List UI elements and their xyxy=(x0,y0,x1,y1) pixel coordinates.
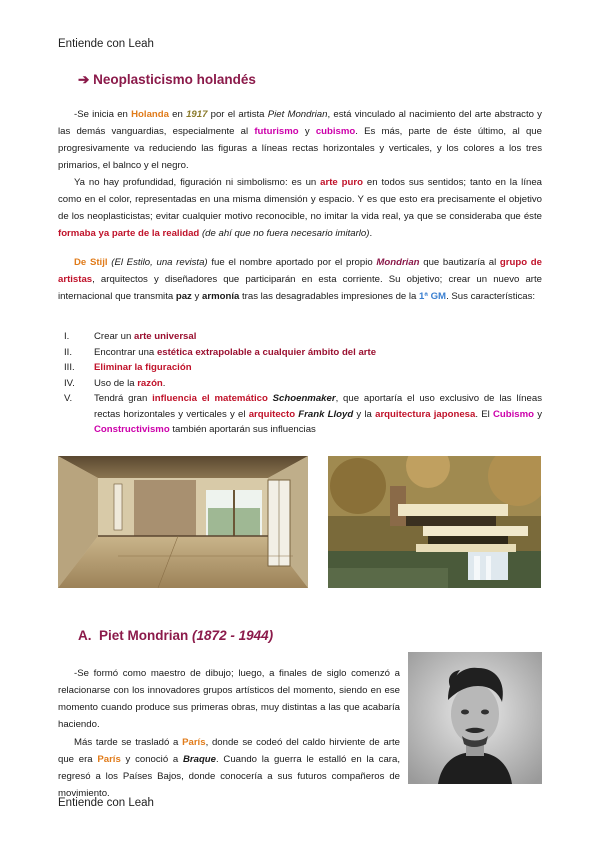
section-title-text: Neoplasticismo holandés xyxy=(93,72,256,87)
hl-paz: paz xyxy=(175,291,192,302)
hl-grupo: grupo de artistas xyxy=(58,257,542,285)
hl-formaba: formaba ya parte de la realidad xyxy=(58,228,200,239)
japanese-room-photo xyxy=(58,456,308,588)
paragraph-paris: Más tarde se trasladó a París, donde se codeó del caldo hirviente de arte que era París y conoció a Braque. Cuando la guerra le estalló en la cara, regresó a los Países Bajos, donde conocería a sus futuros compañeros de movimiento. xyxy=(58,737,400,799)
hl-gm: 1ª GM xyxy=(419,291,447,302)
hl-paris: París xyxy=(182,737,206,748)
characteristics-list xyxy=(58,329,542,438)
note-estilo: (El Estilo, una revista) xyxy=(111,257,208,268)
arrow-icon: ➔ xyxy=(78,72,90,87)
page-header: Entiende con Leah xyxy=(58,38,154,50)
paragraph-destijl: De Stijl (El Estilo, una revista) fue el nombre aportado por el propio Mondrian que bautizaría al grupo de artistas, arquitectos y diseñadores que participarán en esta corriente. Su objetivo; crear un nuevo arte internacional que transmita paz y armonía tras las desagradables impresiones de la 1ª GM. Sus características: xyxy=(58,257,542,302)
mondrian-portrait xyxy=(408,652,542,784)
paragraph-profundidad: Ya no hay profundidad, figuración ni simbolismo: es un arte puro en todos sus sentidos; tanto en la línea como en el color, representadas en una misma dimensión y espacio. Y es que esto era precisamente el objetivo de los neoplasticistas; evitar cualquier motivo reconocible, no imitar la vida real, ya que se consideraba que éste formaba ya parte de la realidad (de ahí que no fuera necesario imitarlo). xyxy=(58,177,542,239)
hl-arte-puro: arte puro xyxy=(320,177,363,188)
note-imitarlo: (de ahí que no fuera necesario imitarlo) xyxy=(201,228,370,239)
list-item: III. Eliminar la figuración xyxy=(64,362,192,373)
artist-name: Piet Mondrian xyxy=(99,628,189,643)
section-title-piet-mondrian: A. Piet Mondrian (1872 - 1944) xyxy=(78,628,274,643)
page-footer: Entiende con Leah xyxy=(58,797,154,809)
paragraph-bio: -Se formó como maestro de dibujo; luego, a finales de siglo comenzó a relacionarse con los innovadores grupos artísticos del momento, siendo en ese momento cuando produce sus primeras obras, muy distintas a las que acabaría haciendo. xyxy=(58,668,400,730)
list-item: II. Encontrar una estética extrapolable a cualquier ámbito del arte xyxy=(64,346,377,358)
list-item: IV. Uso de la razón. xyxy=(64,377,166,389)
hl-paris-2: París xyxy=(97,754,121,765)
hl-year: 1917 xyxy=(186,109,208,120)
hl-futurismo: futurismo xyxy=(254,126,299,137)
hl-holanda: Holanda xyxy=(131,109,169,120)
hl-destijl: De Stijl xyxy=(74,257,108,268)
hl-armonia: armonía xyxy=(202,291,240,302)
fallingwater-photo xyxy=(328,456,541,588)
hl-cubismo: cubismo xyxy=(315,126,356,137)
list-item: V. Tendrá gran influencia el matemático Schoenmaker, que aportaría el uso exclusivo de las líneas rectas horizontales y verticales y el arquitecto Frank Lloyd y la arquitectura japonesa. El Cubismo y Constructivismo también aportarán sus influencias xyxy=(64,393,543,435)
hl-braque: Braque xyxy=(182,754,217,765)
hl-artist: Piet Mondrian xyxy=(267,109,328,120)
hl-mondrian: Mondrian xyxy=(376,257,420,268)
list-item: I. Crear un arte universal xyxy=(64,331,197,342)
section-title-neoplasticismo xyxy=(78,72,256,88)
artist-years: (1872 - 1944) xyxy=(192,628,274,643)
paragraph-intro: -Se inicia en Holanda en 1917 por el artista Piet Mondrian, está vinculado al nacimiento del arte abstracto y las demás vanguardias, especialmente al futurismo y cubismo. Es más, parte de éste último, al que progresivamente va reduciendo las figuras a líneas rectas horizontales y verticales, y los colores a los tres primarios, el balnco y el negro. xyxy=(58,109,542,171)
